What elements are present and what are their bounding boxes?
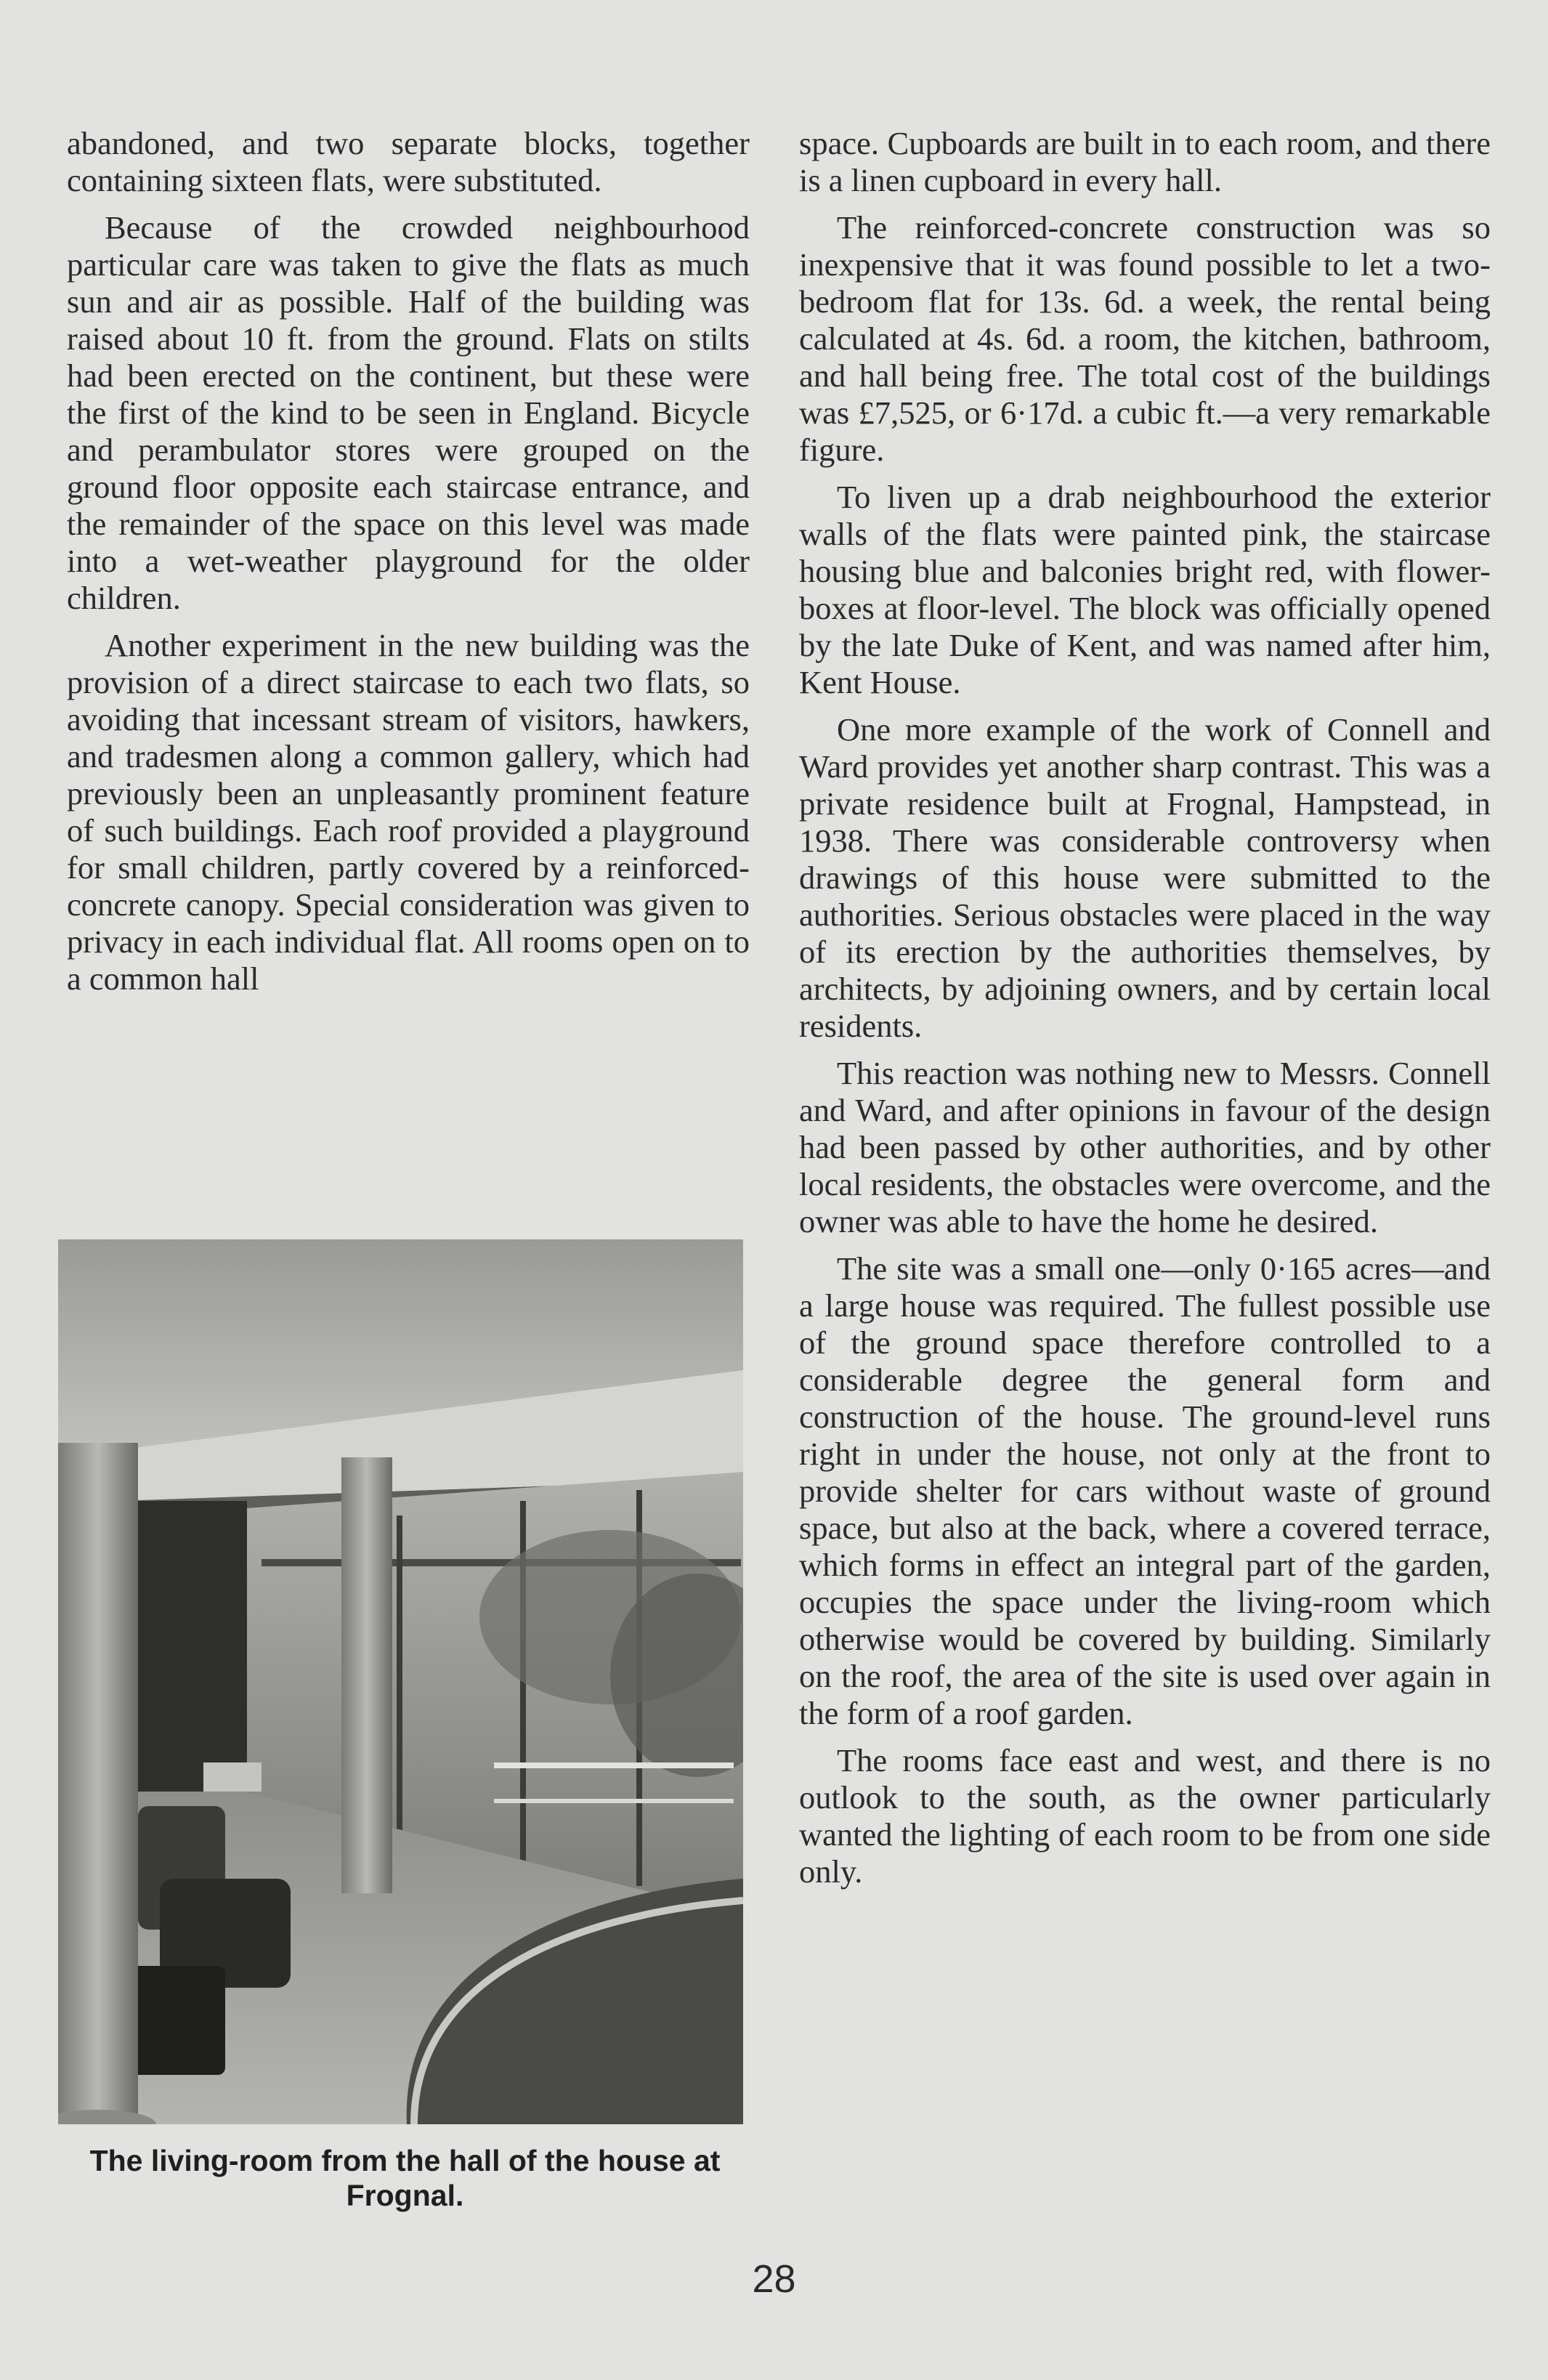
paragraph-9: The site was a small one—only 0·165 acres—and a large house was required. The fullest possible use of the ground space therefore controlled to a considerable degree the general form and construction of the house. The ground-level runs right in under the house, not only at the front to provide shelter for cars without waste of ground space, but also at the back, where a covered terrace, which forms in effect an integral part of the garden, occupies the space under the living-room which otherwise would be covered by building. Similarly on the roof, the area of the site is used over again in the form of a roof garden. [799,1250,1491,1731]
paragraph-10: The rooms face east and west, and there is no outlook to the south, as the owner particularly wanted the lighting of each room to be from one side only. [799,1742,1491,1890]
left-column [67,125,750,1008]
page-number: 28 [752,2257,796,2301]
paragraph-5: The reinforced-concrete construction was so inexpensive that it was found possible to let a two-bedroom flat for 13s. 6d. a week, the rental being calculated at 4s. 6d. a room, the kitchen, bathroom, and hall being free. The total cost of the buildings was £7,525, or 6·17d. a cubic ft.—a very remarkable figure. [799,209,1491,468]
paragraph-4: space. Cupboards are built in to each room, and there is a linen cupboard in every hall. [799,125,1491,198]
right-column [799,125,1491,1901]
paragraph-3: Another experiment in the new building was the provision of a direct staircase to each two flats, so avoiding that incessant stream of visitors, hawkers, and tradesmen along a common gallery, which had previously been an unpleasantly prominent feature of such buildings. Each roof provided a playground for small children, partly covered by a reinforced-concrete canopy. Special consideration was given to privacy in each individual flat. All rooms open on to a common hall [67,627,750,997]
paragraph-2: Because of the crowded neighbourhood particular care was taken to give the flats as much sun and air as possible. Half of the building was raised about 10 ft. from the ground. Flats on stilts had been erected on the continent, but these were the first of the kind to be seen in England. Bicycle and perambulator stores were grouped on the ground floor opposite each staircase entrance, and the remainder of the space on this level was made into a wet-weather playground for the older children. [67,209,750,616]
figure-caption: The living-room from the hall of the house at Frognal. [89,2144,721,2212]
living-room-photo [58,1239,743,2124]
paragraph-8: This reaction was nothing new to Messrs. Connell and Ward, and after opinions in favour of the design had been passed by other authorities, and by other local residents, the obstacles were overcome, and the owner was able to have the home he desired. [799,1055,1491,1239]
paragraph-1: abandoned, and two separate blocks, together containing sixteen flats, were substituted. [67,125,750,198]
paragraph-6: To liven up a drab neighbourhood the exterior walls of the flats were painted pink, the staircase housing blue and balconies bright red, with flower-boxes at floor-level. The block was officially opened by the late Duke of Kent, and was named after him, Kent House. [799,479,1491,700]
paragraph-7: One more example of the work of Connell and Ward provides yet another sharp contrast. This was a private residence built at Frognal, Hampstead, in 1938. There was considerable controversy when drawings of this house were submitted to the authorities. Serious obstacles were placed in the way of its erection by the authorities themselves, by architects, by adjoining owners, and by certain local residents. [799,711,1491,1044]
